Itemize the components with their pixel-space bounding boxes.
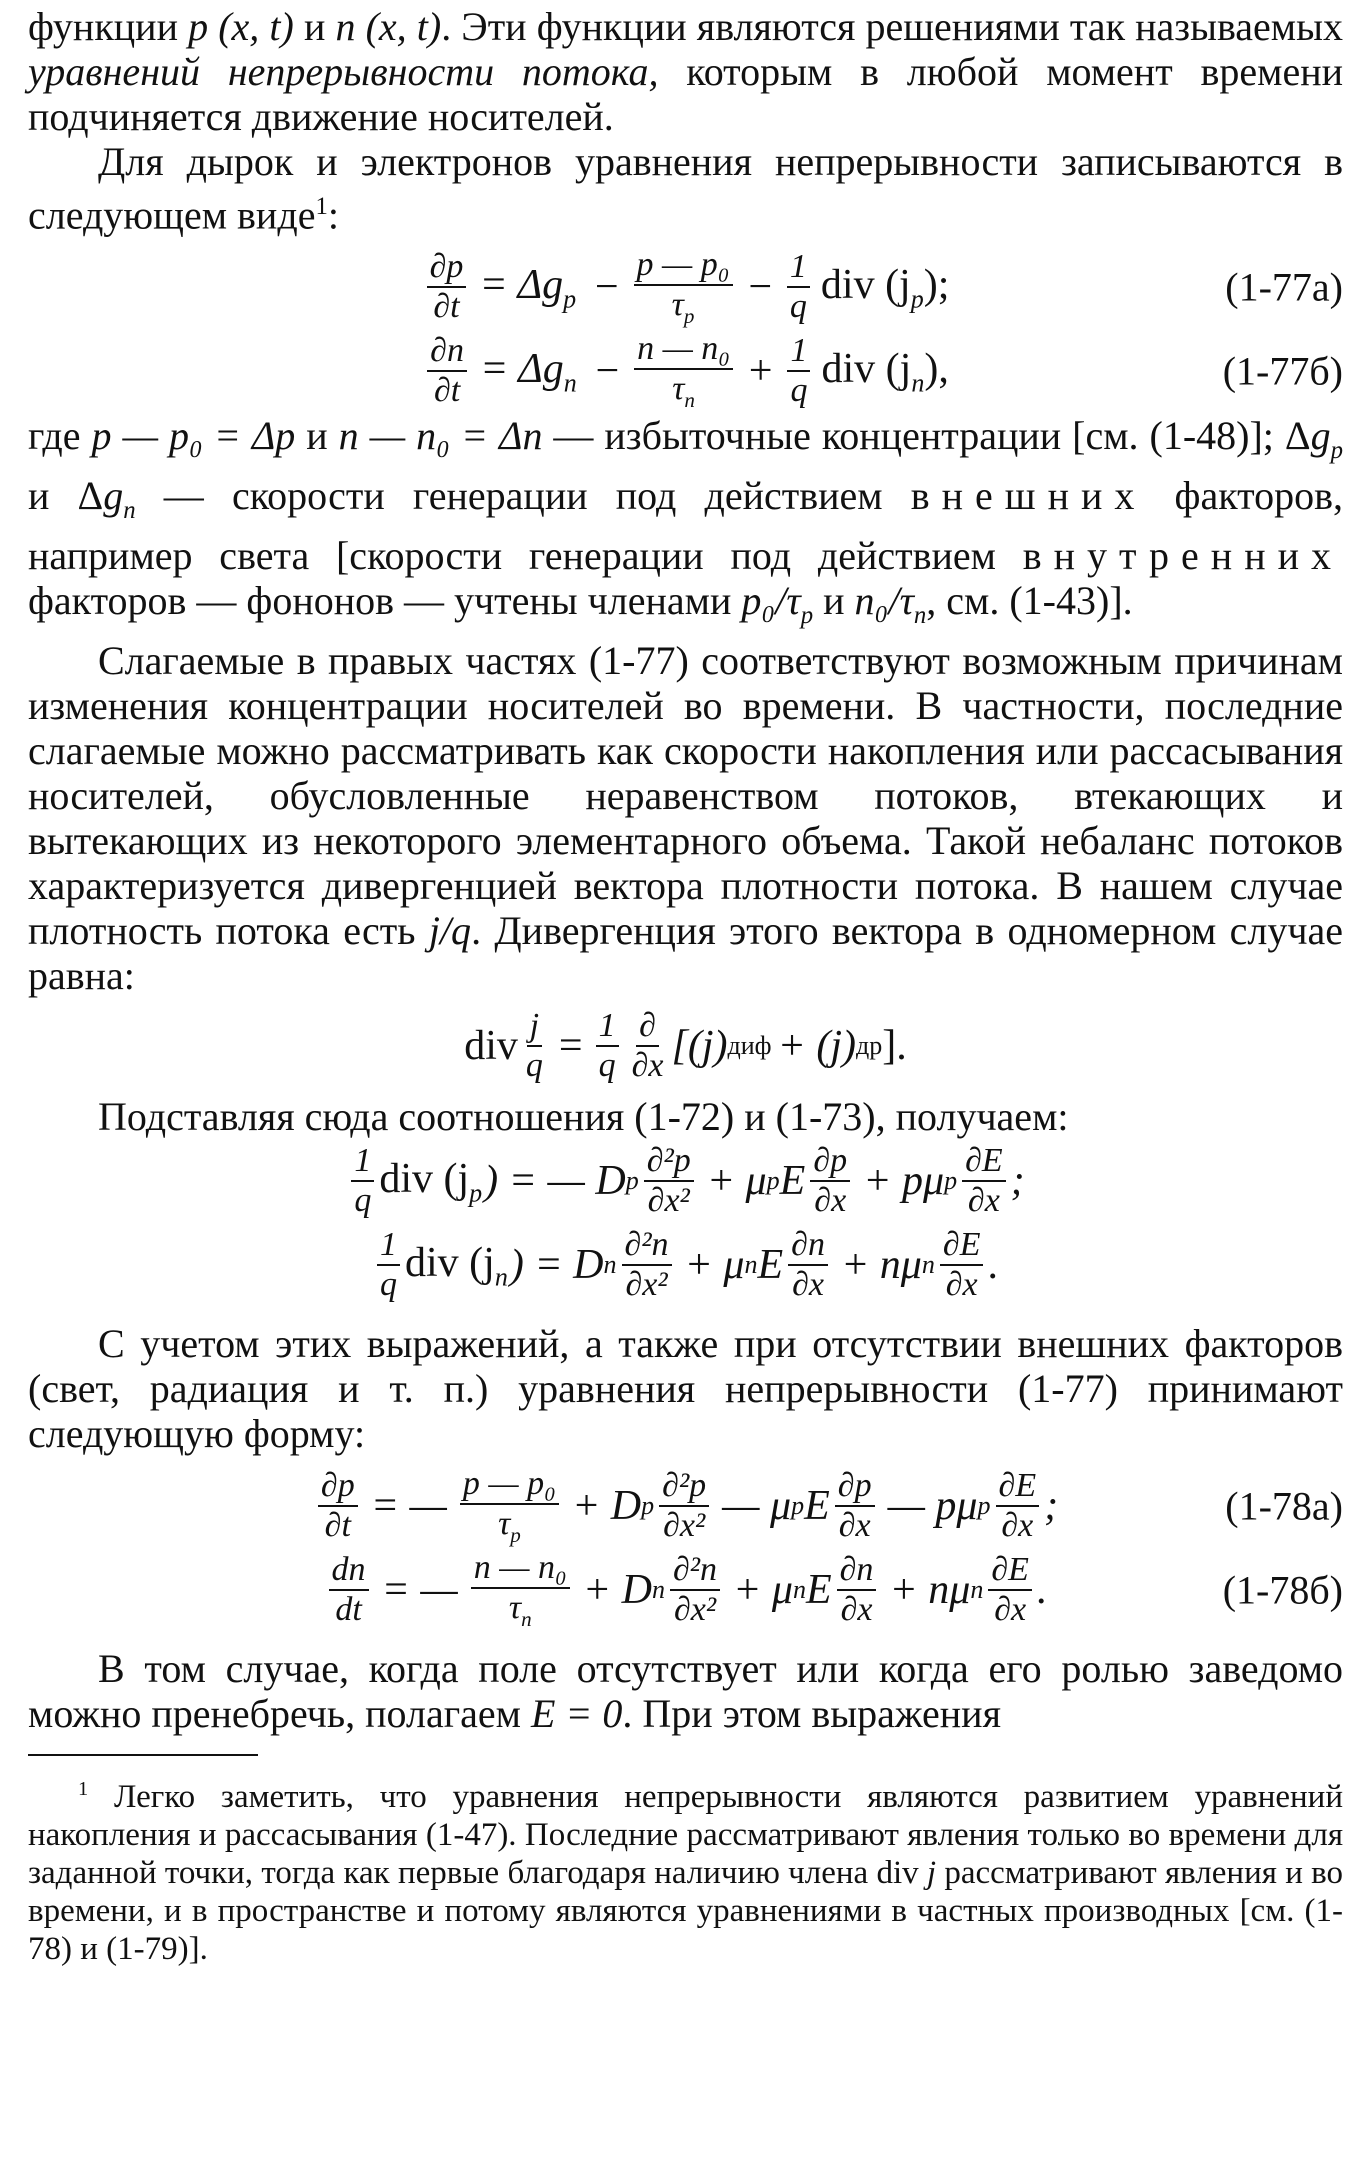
footnote: $^1$ Легко заметить, что уравнения непрерывности являются развитием уравнений накопления и рассасывания (1-47). Последние рассматривают явления только во времени для заданной точки, тогда как первые благодаря наличию члена div j рассматривают явления и во времени, и в пространстве и потому являются уравнениями в частных производных [см. (1-78) и (1-79)]. <box>28 1778 1344 1968</box>
paragraph-1 <box>28 4 1343 139</box>
fraction: $\frac{\partial E}{\partial x}$ <box>962 1142 1006 1220</box>
fraction: $\frac{\partial n}{\partial x}$ <box>837 1551 877 1629</box>
equation-body: div $\frac{j}{q}$ = $\frac{1}{q}$ $\frac{\partial}{\partial x}$ [(j) диф + (j) др ]. <box>464 1007 907 1085</box>
text: Для дырок и электронов уравнения непрерывности записываются в следующем виде <box>28 139 1343 238</box>
fraction: $\frac{\partial p}{\partial t}$ <box>427 248 467 326</box>
equation-1-77a <box>28 245 1343 329</box>
fraction: $\frac{\partial E}{\partial x}$ <box>988 1551 1032 1629</box>
paragraph-2 <box>28 139 1343 237</box>
fraction: $\frac{\text{n — n₀}}{\tau_n}$ <box>471 1549 570 1632</box>
fraction: $\frac{\text{∂²p}}{\text{∂x²}}$ <box>659 1467 709 1545</box>
fraction: $\frac{1}{q}$ <box>596 1007 619 1085</box>
equation-body: $\frac{\partial n}{\partial t}$ = $\Delta g_n$ − $\frac{\text{n — n₀}}{\tau_n}$ + $\frac{1}{q}$ div $(j_n)$, <box>422 330 949 413</box>
paragraph-3: где p — p₀ = Δp и n — n₀ = Δn — избыточные концентрации [см. (1-48)]; $\Delta g_p$ и $\Delta g_n$ — скорости генерации под действием внешних факторов, например света [скорости генерации под действием внутренних факторов — фононов — учтены членами $p_0/\tau_p$ и $n_0/\tau_n$, см. (1-43)]. <box>28 413 1343 630</box>
text: : <box>327 192 339 238</box>
equation-body: $\frac{\partial p}{\partial t}$ = — $\frac{\text{p — p₀}}{\tau_p}$ + D p $\frac{\text{∂²p}}{\text{∂x²}}$ — μ p E $\frac{\partial p}{\partial x}$ — pμ p $\frac{\partial E}{\partial x}$ ; <box>313 1465 1058 1548</box>
footnote-ref[interactable]: 1 <box>315 193 328 220</box>
fraction: $\frac{j}{q}$ <box>525 1007 543 1085</box>
spaced-emphasis: внутренних <box>1022 533 1343 579</box>
fraction: $\frac{1}{q}$ <box>787 332 810 410</box>
equation-number: (1-78а) <box>1225 1483 1343 1529</box>
fraction: $\frac{\partial E}{\partial x}$ <box>996 1467 1040 1545</box>
fraction: $\frac{1}{q}$ <box>787 248 810 326</box>
equation-div-jp <box>28 1139 1343 1223</box>
function-n: n (x, t) <box>335 4 442 49</box>
fraction: $\frac{\text{∂²p}}{\text{∂x²}}$ <box>644 1142 694 1220</box>
equation-divergence <box>28 998 1343 1094</box>
equation-div-jn <box>28 1223 1343 1307</box>
fraction: $\frac{\partial p}{\partial x}$ <box>835 1467 875 1545</box>
equation-number: (1-77а) <box>1225 264 1343 310</box>
fraction: $\frac{\text{p — p₀}}{\tau_p}$ <box>634 246 733 329</box>
fraction: $\frac{\partial E}{\partial x}$ <box>940 1226 984 1304</box>
fraction: $\frac{\partial p}{\partial x}$ <box>810 1142 850 1220</box>
equation-1-78a <box>28 1464 1343 1548</box>
equation-body: $\frac{1}{q}$ div ($j_p$ ) = — D p $\frac{\text{∂²p}}{\text{∂x²}}$ + μ p E $\frac{\partial p}{\partial x}$ + pμ p $\frac{\partial E}{\partial x}$ ; <box>346 1142 1024 1220</box>
fraction: $\frac{\partial n}{\partial t}$ <box>427 332 467 410</box>
text: и <box>293 4 336 49</box>
equation-number: (1-77б) <box>1222 348 1343 394</box>
text: функции <box>28 4 189 49</box>
emphasis-term: уравнений непрерывности потока, <box>28 49 659 94</box>
fraction: $\frac{\text{p — p₀}}{\tau_p}$ <box>460 1465 559 1548</box>
paragraph-5: Подставляя сюда соотношения (1-72) и (1-73), получаем: <box>98 1094 1069 1140</box>
fraction: $\frac{\partial p}{\partial t}$ <box>318 1467 358 1545</box>
spaced-emphasis: внешних <box>910 473 1147 519</box>
paragraph-4: Слагаемые в правых частях (1-77) соответствуют возможным причинам изменения концентрации носителей во времени. В частности, последние слагаемые можно рассматривать как скорости накопления или рассасывания носителей, обусловленные неравенством потоков, втекающих и вытекающих из некоторого элементарного объема. Такой небаланс потоков характеризуется дивергенцией вектора плотности потока. В нашем случае плотность потока есть j/q. Дивергенция этого вектора в одномерном случае равна: <box>28 638 1344 999</box>
text: которым в любой момент времени подчиняется движение носителей. <box>28 49 1344 139</box>
equation-1-78b <box>28 1548 1343 1632</box>
footnote-mark: 1 <box>78 1778 89 1801</box>
paragraph-7: В том случае, когда поле отсутствует или когда его ролью заведомо можно пренебречь, полагаем E = 0. При этом выражения <box>28 1646 1343 1737</box>
fraction: $\frac{1}{q}$ <box>351 1142 374 1220</box>
footnote-divider <box>28 1754 258 1756</box>
fraction: $\frac{1}{q}$ <box>377 1226 400 1304</box>
function-p: p (x, t) <box>188 4 294 49</box>
equation-1-77b <box>28 329 1343 413</box>
fraction: $\frac{dn}{dt}$ <box>329 1551 369 1629</box>
fraction: $\frac{\partial n}{\partial x}$ <box>788 1226 828 1304</box>
equation-body: $\frac{dn}{dt}$ = — $\frac{\text{n — n₀}}{\tau_n}$ + D n $\frac{\text{∂²n}}{\text{∂x²}}$ + μ n E $\frac{\partial n}{\partial x}$ + nμ n $\frac{\partial E}{\partial x}$ . <box>324 1549 1048 1632</box>
fraction: $\frac{\text{∂²n}}{\text{∂x²}}$ <box>622 1226 672 1304</box>
paragraph-6: С учетом этих выражений, а также при отсутствии внешних факторов (свет, радиация и т. п.) уравнения непрерывности (1-77) принимают следующую форму: <box>28 1321 1343 1457</box>
fraction: $\frac{\partial}{\partial x}$ <box>631 1007 664 1085</box>
fraction: $\frac{\text{∂²n}}{\text{∂x²}}$ <box>670 1551 720 1629</box>
text: . Эти функции являются решениями так называемых <box>441 4 1343 49</box>
equation-number: (1-78б) <box>1222 1567 1343 1613</box>
fraction: $\frac{\text{n — n₀}}{\tau_n}$ <box>634 330 733 413</box>
equation-body: $\frac{1}{q}$ div ($j_n$ ) = D n $\frac{\text{∂²n}}{\text{∂x²}}$ + μ n E $\frac{\partial n}{\partial x}$ + nμ n $\frac{\partial E}{\partial x}$ . <box>372 1226 999 1304</box>
equation-body: $\frac{\partial p}{\partial t}$ = $\Delta g_p$ − $\frac{\text{p — p₀}}{\tau_p}$ − $\frac{1}{q}$ div $(j_p)$; <box>422 246 950 329</box>
